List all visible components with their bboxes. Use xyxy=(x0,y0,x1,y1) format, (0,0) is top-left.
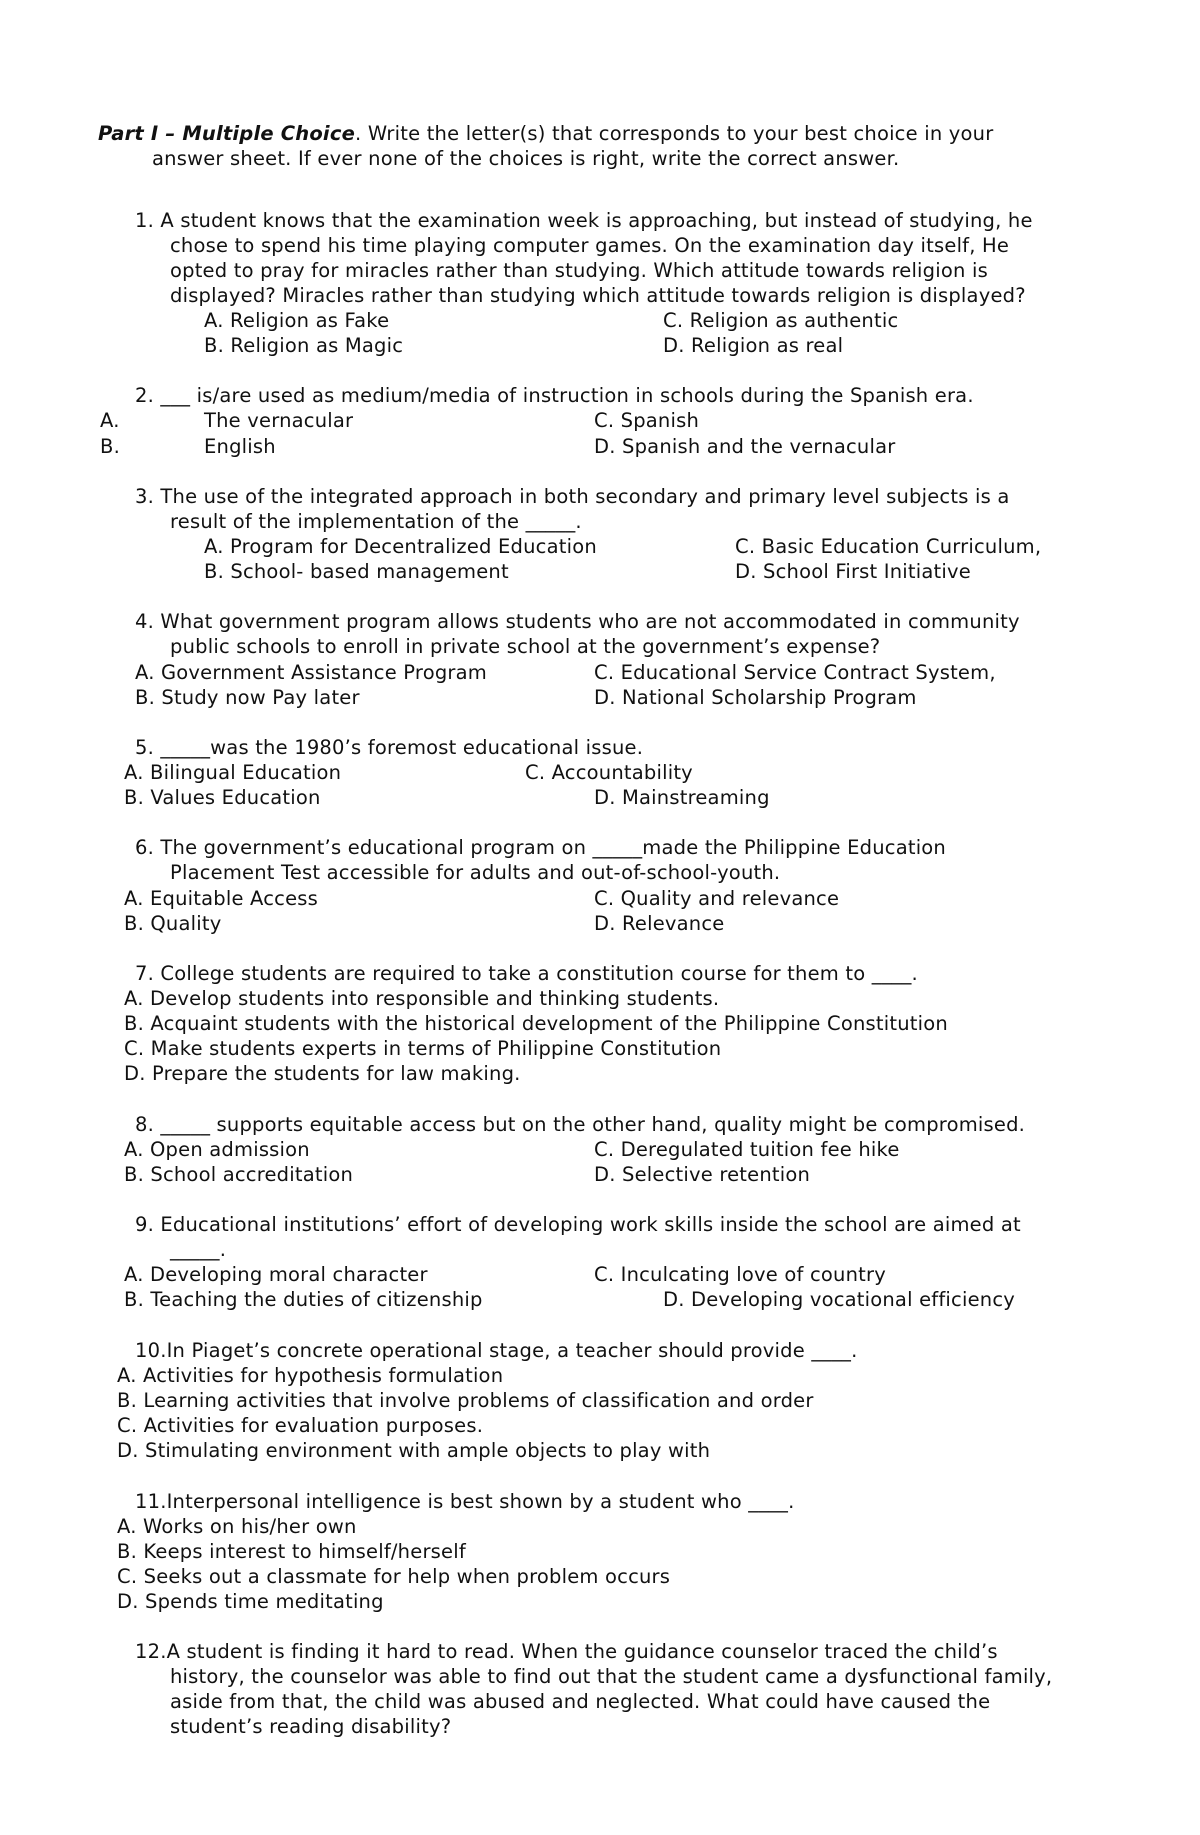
option-b: B. Learning activities that involve problems of classification and order xyxy=(117,1389,814,1412)
question-10-text: 10.In Piaget’s concrete operational stage, a teacher should provide ____. xyxy=(135,1339,858,1362)
option-c: C. Deregulated tuition fee hike xyxy=(594,1138,900,1161)
option-c: C. Make students experts in terms of Philippine Constitution xyxy=(124,1037,722,1060)
option-d: D. Developing vocational efficiency xyxy=(663,1288,1016,1311)
option-d: D. Relevance xyxy=(594,912,725,935)
option-d: D. National Scholarship Program xyxy=(594,686,917,709)
option-b: B. Religion as Magic xyxy=(204,334,404,357)
option-a: A. Equitable Access xyxy=(124,887,319,910)
question-9-text: 9. Educational institutions’ effort of developing work skills inside the school are aimed at xyxy=(135,1213,1021,1236)
option-d: D. Spends time meditating xyxy=(117,1590,384,1613)
option-a: A. Developing moral character xyxy=(124,1263,428,1286)
option-a: A. Works on his/her own xyxy=(117,1515,357,1538)
option-d: D. Mainstreaming xyxy=(594,786,770,809)
option-b: B. Teaching the duties of citizenship xyxy=(124,1288,483,1311)
option-c: C. Basic Education Curriculum, xyxy=(735,535,1042,558)
question-4-text: public schools to enroll in private school at the government’s expense? xyxy=(170,635,881,658)
option-a: A. Open admission xyxy=(124,1138,310,1161)
option-b: B. School accreditation xyxy=(124,1163,354,1186)
option-c: C. Activities for evaluation purposes. xyxy=(117,1414,484,1437)
option-c: C. Accountability xyxy=(525,761,693,784)
question-5-text: 5. _____was the 1980’s foremost educational issue. xyxy=(135,736,644,759)
option-b: B. Quality xyxy=(124,912,222,935)
question-3-text: result of the implementation of the _____. xyxy=(170,510,582,533)
option-d: D. Selective retention xyxy=(594,1163,811,1186)
option-d: D. Stimulating environment with ample objects to play with xyxy=(117,1439,711,1462)
option-b-letter: B. xyxy=(100,435,120,458)
option-b: English xyxy=(204,435,276,458)
question-1-text: displayed? Miracles rather than studying which attitude towards religion is displayed? xyxy=(170,284,1026,307)
question-4-text: 4. What government program allows students who are not accommodated in community xyxy=(135,610,1020,633)
option-b: B. School- based management xyxy=(204,560,509,583)
question-1-text: opted to pray for miracles rather than studying. Which attitude towards religion is xyxy=(170,259,988,282)
option-a: A. Religion as Fake xyxy=(204,309,390,332)
option-a: A. Government Assistance Program xyxy=(135,661,487,684)
option-a-letter: A. xyxy=(100,409,120,432)
option-b: B. Values Education xyxy=(124,786,321,809)
option-a: A. Develop students into responsible and thinking students. xyxy=(124,987,720,1010)
option-b: B. Study now Pay later xyxy=(135,686,360,709)
question-12-text: aside from that, the child was abused and neglected. What could have caused the xyxy=(170,1690,991,1713)
option-c: C. Inculcating love of country xyxy=(594,1263,886,1286)
question-2-text: 2. ___ is/are used as medium/media of instruction in schools during the Spanish era. xyxy=(135,384,974,407)
instructions-line-1 xyxy=(98,121,993,146)
option-a: The vernacular xyxy=(204,409,354,432)
option-b: B. Keeps interest to himself/herself xyxy=(117,1540,466,1563)
option-a: A. Bilingual Education xyxy=(124,761,342,784)
option-a: A. Program for Decentralized Education xyxy=(204,535,597,558)
option-d: D. School First Initiative xyxy=(735,560,971,583)
question-1-text: chose to spend his time playing computer games. On the examination day itself, He xyxy=(170,234,1010,257)
question-6-text: Placement Test accessible for adults and out-of-school-youth. xyxy=(170,861,781,884)
option-c: C. Religion as authentic xyxy=(663,309,899,332)
instructions-text: . Write the letter(s) that corresponds to your best choice in your xyxy=(355,122,994,145)
option-c: C. Seeks out a classmate for help when problem occurs xyxy=(117,1565,671,1588)
question-8-text: 8. _____ supports equitable access but on the other hand, quality might be compromised. xyxy=(135,1113,1026,1136)
option-c: C. Educational Service Contract System, xyxy=(594,661,996,684)
question-6-text: 6. The government’s educational program on _____made the Philippine Education xyxy=(135,836,946,859)
question-9-text: _____. xyxy=(170,1238,227,1261)
question-12-text: 12.A student is finding it hard to read. When the guidance counselor traced the child’s xyxy=(135,1640,998,1663)
option-d: D. Spanish and the vernacular xyxy=(594,435,896,458)
question-11-text: 11.Interpersonal intelligence is best shown by a student who ____. xyxy=(135,1490,795,1513)
option-a: A. Activities for hypothesis formulation xyxy=(117,1364,504,1387)
question-1-text: 1. A student knows that the examination week is approaching, but instead of studying, he xyxy=(135,209,1033,232)
option-d: D. Religion as real xyxy=(663,334,844,357)
option-b: B. Acquaint students with the historical development of the Philippine Constitution xyxy=(124,1012,948,1035)
question-12-text: student’s reading disability? xyxy=(170,1715,452,1738)
instructions-line-2: answer sheet. If ever none of the choices is right, write the correct answer. xyxy=(152,147,900,170)
option-c: C. Spanish xyxy=(594,409,700,432)
question-12-text: history, the counselor was able to find out that the student came a dysfunctional family, xyxy=(170,1665,1053,1688)
question-7-text: 7. College students are required to take a constitution course for them to ____. xyxy=(135,962,918,985)
option-d: D. Prepare the students for law making. xyxy=(124,1062,521,1085)
option-c: C. Quality and relevance xyxy=(594,887,840,910)
question-3-text: 3. The use of the integrated approach in both secondary and primary level subjects is a xyxy=(135,485,1010,508)
part-title: Part I – Multiple Choice xyxy=(98,122,356,145)
